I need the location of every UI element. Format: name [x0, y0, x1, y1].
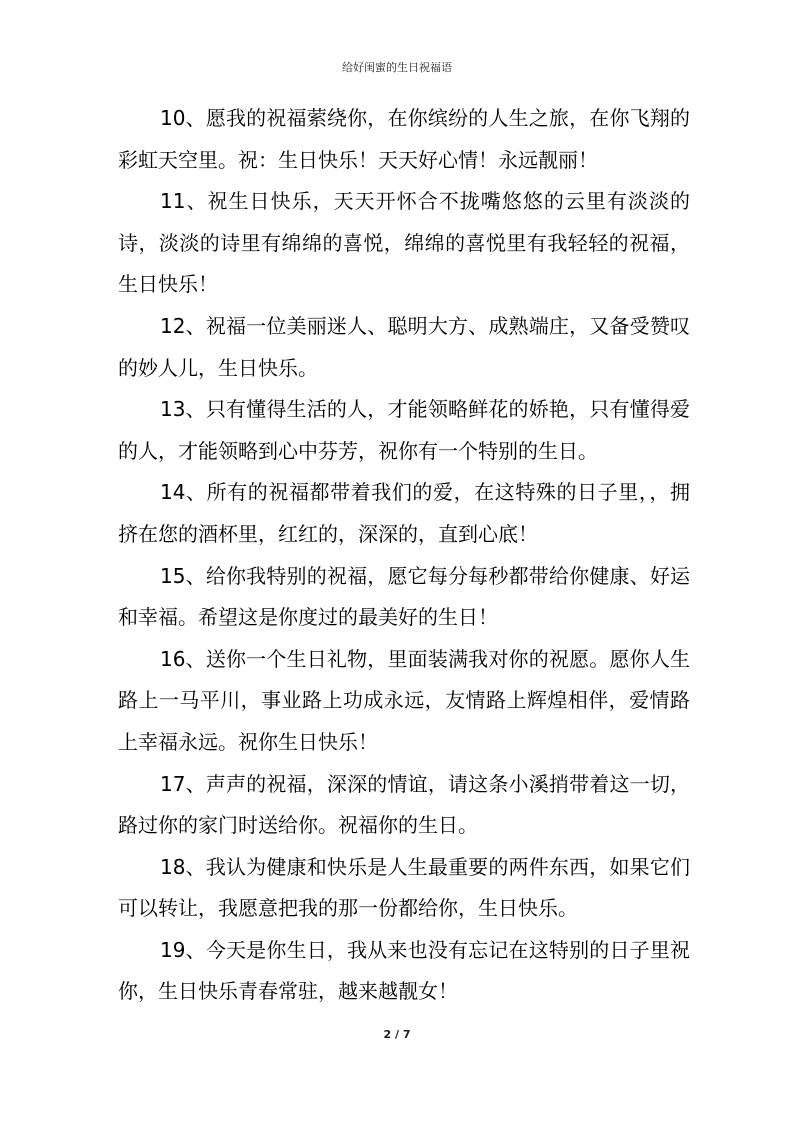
paragraph: 17、声声的祝福，深深的情谊，请这条小溪捎带着这一切，路过你的家门时送给你。祝福你的生日。	[118, 771, 690, 838]
paragraph: 10、愿我的祝福萦绕你，在你缤纷的人生之旅，在你飞翔的彩虹天空里。祝：生日快乐！天天好心情！永远靓丽！	[118, 106, 690, 172]
paragraph: 18、我认为健康和快乐是人生最重要的两件东西，如果它们可以转让，我愿意把我的那一份都给你，生日快乐。	[118, 854, 690, 921]
paragraph: 15、给你我特别的祝福，愿它每分每秒都带给你健康、好运和幸福。希望这是你度过的最美好的生日！	[118, 563, 690, 630]
paragraph: 16、送你一个生日礼物，里面装满我对你的祝愿。愿你人生路上一马平川，事业路上功成永远，友情路上辉煌相伴，爱情路上幸福永远。祝你生日快乐！	[118, 646, 690, 754]
page-header-title: 给好闺蜜的生日祝福语	[342, 61, 452, 74]
document-body	[118, 98, 690, 1013]
page-number: 2 / 7	[383, 1028, 411, 1041]
paragraph: 11、祝生日快乐，天天开怀合不拢嘴悠悠的云里有淡淡的诗，淡淡的诗里有绵绵的喜悦，绵绵的喜悦里有我轻轻的祝福，生日快乐！	[118, 189, 690, 297]
paragraph: 12、祝福一位美丽迷人、聪明大方、成熟端庄，又备受赞叹的妙人儿，生日快乐。	[118, 313, 690, 380]
paragraph: 19、今天是你生日，我从来也没有忘记在这特别的日子里祝你，生日快乐青春常驻，越来越靓女！	[118, 937, 690, 1004]
paragraph: 14、所有的祝福都带着我们的爱，在这特殊的日子里，，拥挤在您的酒杯里，红红的，深深的，直到心底！	[118, 480, 690, 546]
paragraph: 13、只有懂得生活的人，才能领略鲜花的娇艳，只有懂得爱的人，才能领略到心中芬芳，祝你有一个特别的生日。	[118, 397, 690, 463]
